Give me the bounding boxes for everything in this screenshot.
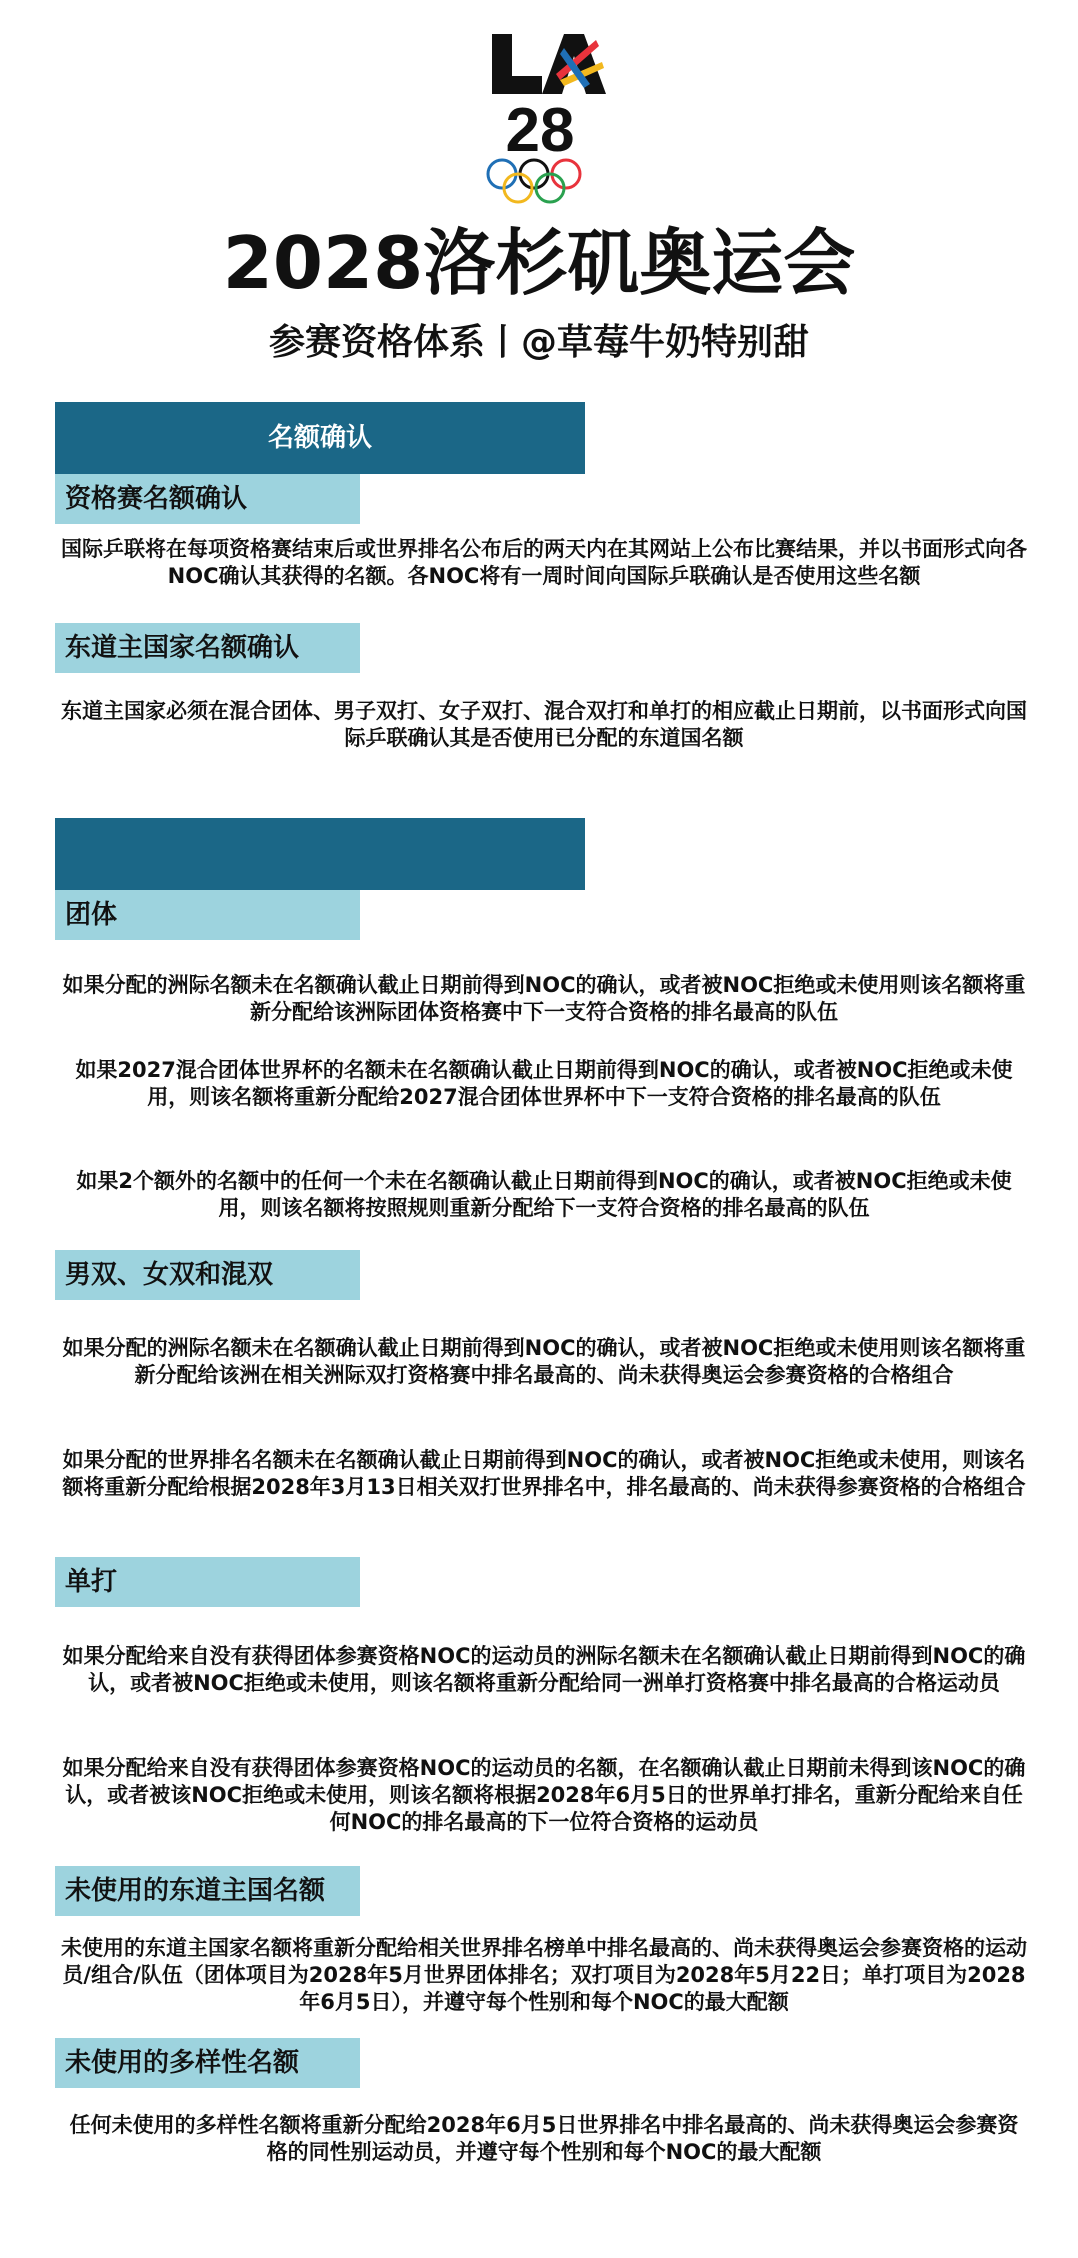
tag-unused-diversity-quota: 未使用的多样性名额 <box>55 2038 360 2088</box>
paragraph-host-quota-confirmation: 东道主国家必须在混合团体、男子双打、女子双打、混合双打和单打的相应截止日期前，以书面形式向国际乒联确认其是否使用已分配的东道国名额 <box>61 699 1027 750</box>
tag-team: 团体 <box>55 890 360 940</box>
tag-qualifier-quota-confirmation: 资格赛名额确认 <box>55 474 360 524</box>
logo-28-text: 28 <box>505 96 575 165</box>
paragraph-singles-1: 如果分配给来自没有获得团体参赛资格NOC的运动员的洲际名额未在名额确认截止日期前得到NOC的确认，或者被NOC拒绝或未使用，则该名额将重新分配给同一洲单打资格赛中排名最高的合格运动员 <box>62 1644 1026 1695</box>
page-title: 2028洛杉矶奥运会 <box>222 221 856 305</box>
la28-olympic-rings-icon <box>478 26 608 206</box>
paragraph-unused-host-quota: 未使用的东道主国家名额将重新分配给相关世界排名榜单中排名最高的、尚未获得奥运会参赛资格的运动员/组合/队伍（团体项目为2028年5月世界团体排名；双打项目为2028年5月22日；单打项目为2028年6月5日），并遵守每个性别和每个NOC的最大配额 <box>61 1936 1027 2014</box>
tag-host-quota-confirmation: 东道主国家名额确认 <box>55 623 360 673</box>
paragraph-doubles-2: 如果分配的世界排名名额未在名额确认截止日期前得到NOC的确认，或者被NOC拒绝或未使用，则该名额将重新分配给根据2028年3月13日相关双打世界排名中，排名最高的、尚未获得参赛资格的合格组合 <box>62 1448 1026 1499</box>
section-banner-quota-confirmation: 名额确认 <box>55 402 585 474</box>
tag-singles: 单打 <box>55 1557 360 1607</box>
paragraph-team-3: 如果2个额外的名额中的任何一个未在名额确认截止日期前得到NOC的确认，或者被NOC拒绝或未使用，则该名额将按照规则重新分配给下一支符合资格的排名最高的队伍 <box>76 1169 1012 1220</box>
tag-doubles: 男双、女双和混双 <box>55 1250 360 1300</box>
page-subtitle: 参赛资格体系丨@草莓牛奶特别甜 <box>268 322 809 363</box>
paragraph-qualifier-quota-confirmation: 国际乒联将在每项资格赛结束后或世界排名公布后的两天内在其网站上公布比赛结果，并以书面形式向各NOC确认其获得的名额。各NOC将有一周时间向国际乒联确认是否使用这些名额 <box>61 537 1027 588</box>
tag-unused-host-quota: 未使用的东道主国名额 <box>55 1866 360 1916</box>
paragraph-singles-2: 如果分配给来自没有获得团体参赛资格NOC的运动员的名额，在名额确认截止日期前未得到该NOC的确认，或者被该NOC拒绝或未使用，则该名额将根据2028年6月5日的世界单打排名，重新分配给来自任何NOC的排名最高的下一位符合资格的运动员 <box>62 1756 1026 1834</box>
la28-logo <box>478 26 608 206</box>
paragraph-unused-diversity-quota: 任何未使用的多样性名额将重新分配给2028年6月5日世界排名中排名最高的、尚未获得奥运会参赛资格的同性别运动员，并遵守每个性别和每个NOC的最大配额 <box>69 2113 1019 2164</box>
paragraph-team-2: 如果2027混合团体世界杯的名额未在名额确认截止日期前得到NOC的确认，或者被NOC拒绝或未使用，则该名额将重新分配给2027混合团体世界杯中下一支符合资格的排名最高的队伍 <box>75 1058 1013 1109</box>
section-banner-reallocation <box>55 818 585 890</box>
paragraph-team-1: 如果分配的洲际名额未在名额确认截止日期前得到NOC的确认，或者被NOC拒绝或未使用则该名额将重新分配给该洲际团体资格赛中下一支符合资格的排名最高的队伍 <box>62 973 1026 1024</box>
paragraph-doubles-1: 如果分配的洲际名额未在名额确认截止日期前得到NOC的确认，或者被NOC拒绝或未使用则该名额将重新分配给该洲在相关洲际双打资格赛中排名最高的、尚未获得奥运会参赛资格的合格组合 <box>62 1336 1026 1387</box>
